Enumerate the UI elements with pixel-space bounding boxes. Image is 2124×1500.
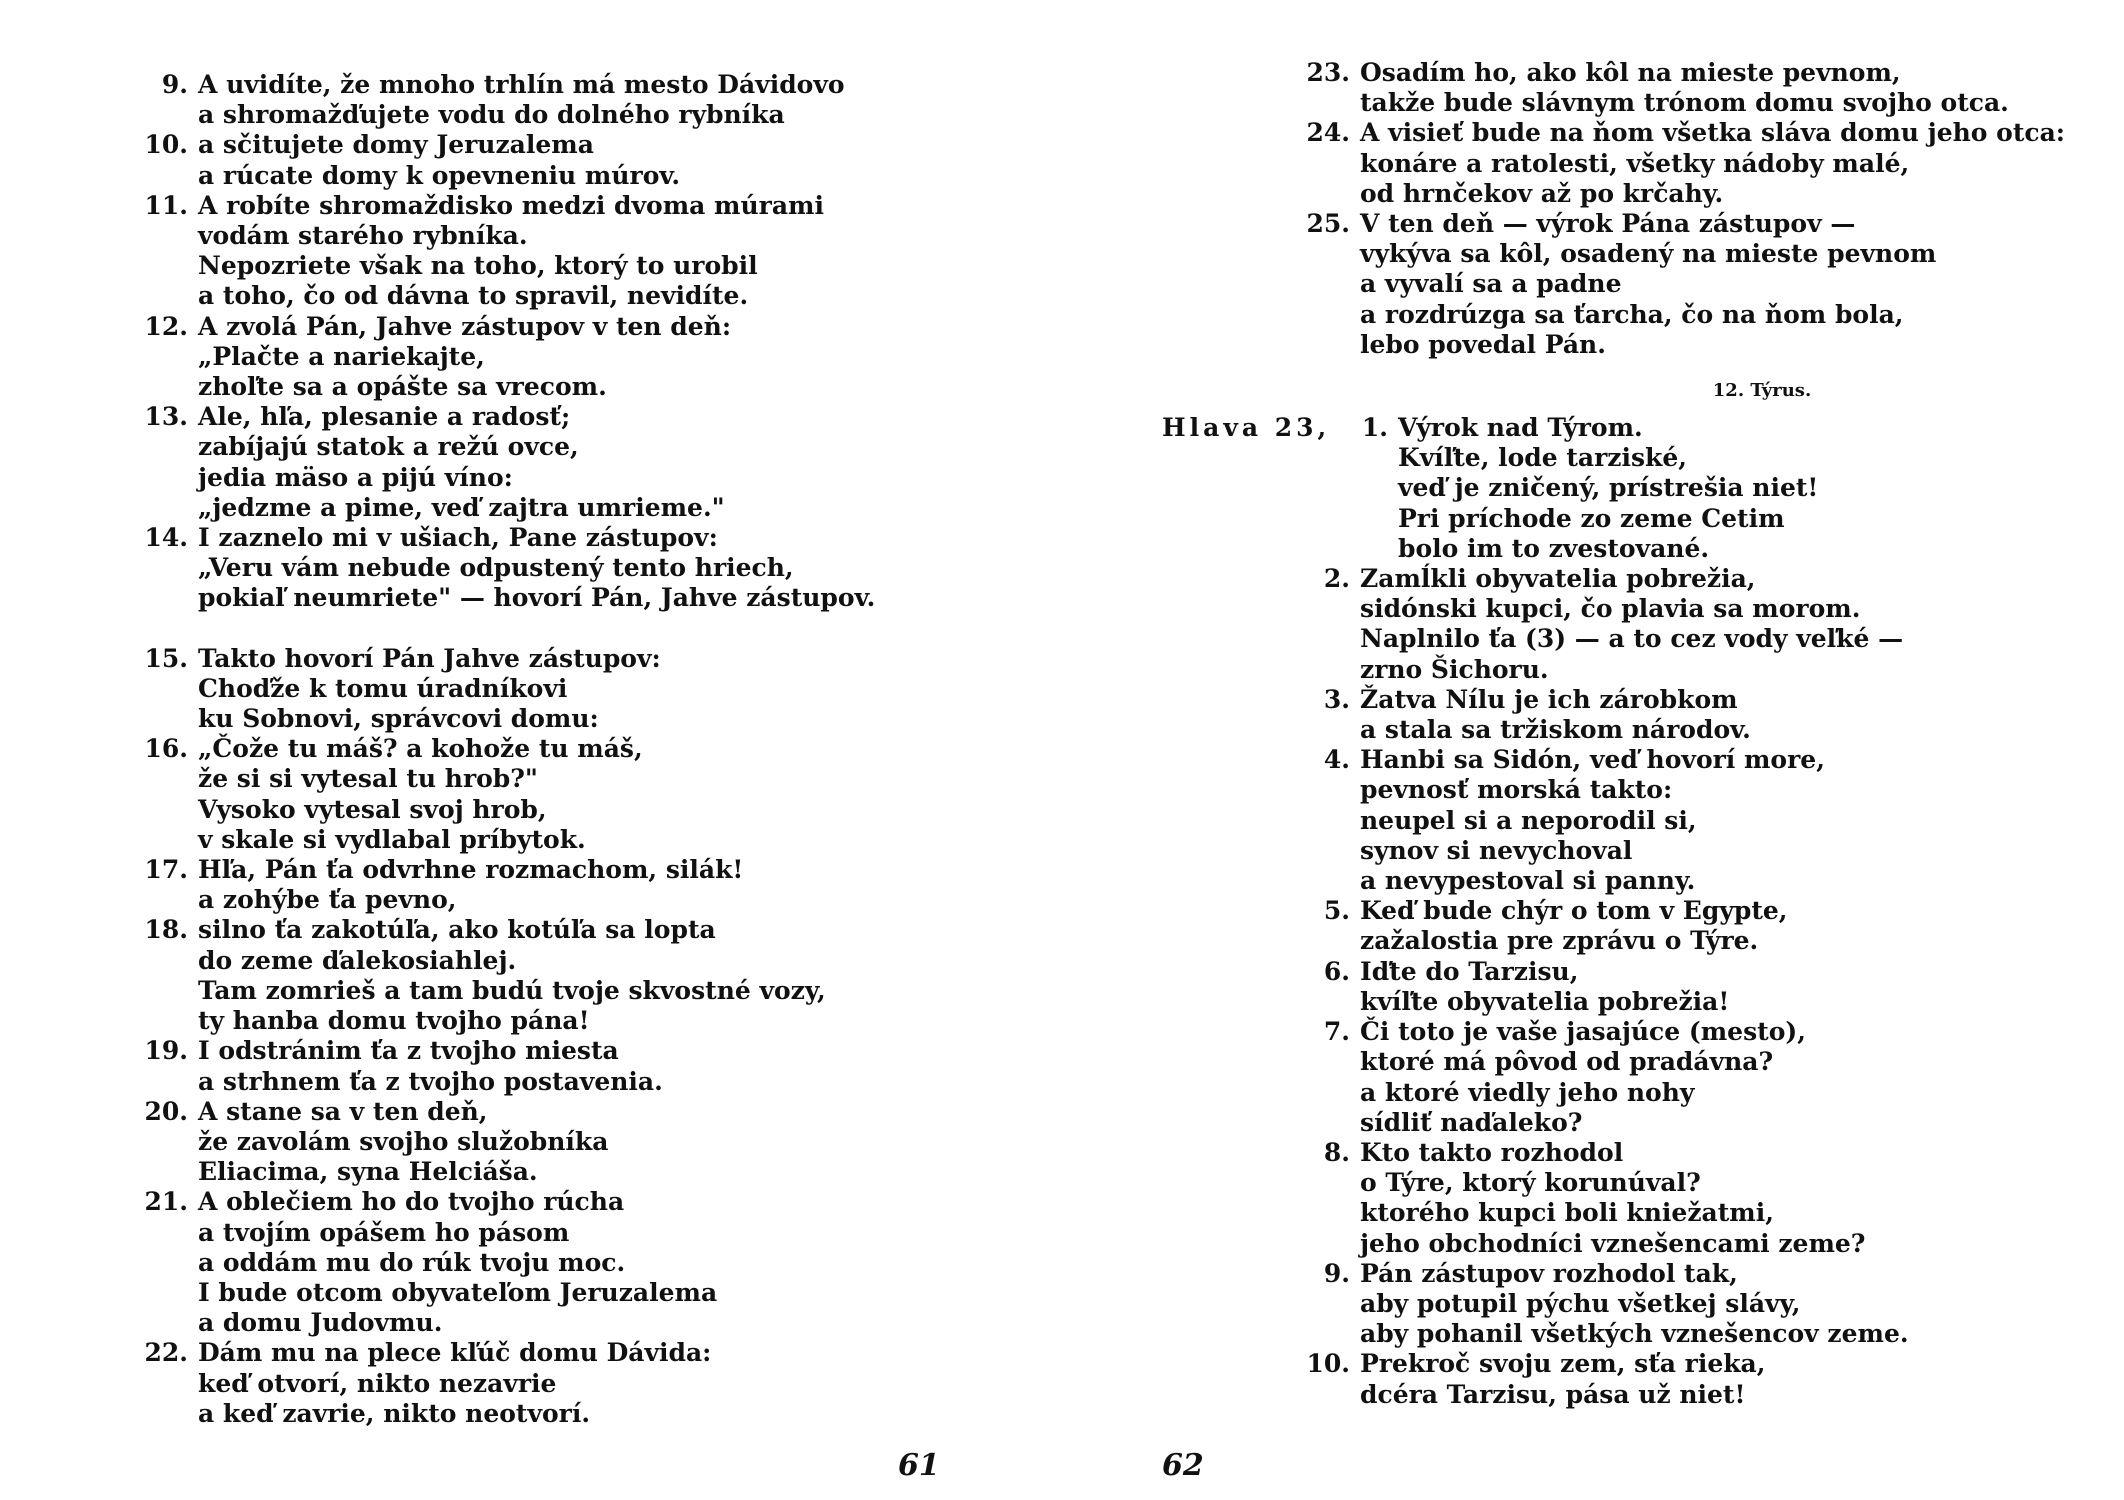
verse-line: zažalostia pre zprávu o Týre. [1360, 926, 1759, 956]
verse-number: 6. [1323, 956, 1350, 986]
verse-line: I zaznelo mi v ušiach, Pane zástupov: [198, 523, 718, 553]
right-verses-a [1302, 58, 2102, 360]
verse [140, 734, 1040, 855]
verse-line: a toho, čo od dávna to spravil, nevidíte. [198, 281, 749, 311]
verse-line: pevnosť morská takto: [1360, 775, 1673, 805]
verse-line: vodám starého rybníka. [198, 221, 528, 251]
verse-line: lebo povedal Pán. [1360, 329, 1606, 359]
verse-lines [198, 402, 1040, 523]
verse-line: a rúcate domy k opevneniu múrov. [198, 160, 681, 190]
verse-lines [1360, 564, 2102, 685]
verse [140, 915, 1040, 1036]
verse-line: v skale si vydlabal príbytok. [198, 824, 586, 854]
verse-line: kvíľte obyvatelia pobrežia! [1360, 986, 1730, 1016]
verse-line: že zavolám svojho služobníka [198, 1126, 609, 1156]
verse [1302, 896, 2102, 956]
verse-number: 12. [144, 311, 188, 341]
verse-number: 2. [1323, 564, 1350, 594]
verse-line: Zamĺkli obyvatelia pobrežia, [1360, 564, 1756, 594]
verse-line: a keď zavrie, nikto neotvorí. [198, 1398, 591, 1428]
chapter-label: Hlava 23, [1162, 413, 1331, 443]
verse-number: 22. [144, 1338, 188, 1368]
verse-line: a rozdrúzga sa ťarcha, čo na ňom bola, [1360, 299, 1904, 329]
verse-line: aby pohanil všetkých vznešencov zeme. [1360, 1319, 1909, 1349]
verse-line: ku Sobnovi, správcovi domu: [198, 704, 599, 734]
verse-number: 25. [1306, 209, 1350, 239]
verse-lines [198, 855, 1040, 915]
verse-line: Pán zástupov rozhodol tak, [1360, 1258, 1738, 1288]
verse-lines [1360, 1349, 2102, 1409]
verse-lines [198, 1097, 1040, 1188]
verse-number: 13. [144, 402, 188, 432]
page-number-left: 61 [898, 1448, 940, 1483]
verse [140, 312, 1040, 403]
verse-lines [1360, 1138, 2102, 1259]
verse-line: V ten deň — výrok Pána zástupov — [1360, 209, 1856, 239]
verse-line: I bude otcom obyvateľom Jeruzalema [198, 1277, 718, 1307]
verse-line: I odstránim ťa z tvojho miesta [198, 1036, 619, 1066]
verse-line: Keď bude chýr o tom v Egypte, [1360, 896, 1788, 926]
verse-line: a shromažďujete vodu do dolného rybníka [198, 100, 785, 130]
verse-line: že si si vytesal tu hrob?" [198, 764, 538, 794]
verse-line: Pri príchode zo zeme Cetim [1398, 503, 1785, 533]
verse [1302, 1259, 2102, 1350]
verse-line: Prekroč svoju zem, sťa rieka, [1360, 1349, 1766, 1379]
verse-number: 10. [144, 130, 188, 160]
verse-number: 3. [1323, 684, 1350, 714]
right-verses-b [1302, 564, 2102, 1410]
verse [1302, 745, 2102, 896]
verse-line: Ale, hľa, plesanie a radosť; [198, 402, 571, 432]
verse-line: Dám mu na plece kľúč domu Dávida: [198, 1338, 712, 1368]
verse-line: sidónski kupci, čo plavia sa morom. [1360, 594, 1861, 624]
verse-line: a stala sa tržiskom národov. [1360, 715, 1751, 745]
verse-lines [1360, 896, 2102, 956]
verse [140, 70, 1040, 130]
verse-lines [198, 1338, 1040, 1429]
verse-line: ktorého kupci boli kniežatmi, [1360, 1198, 1774, 1228]
verse-line: A visieť bude na ňom všetka sláva domu jeho otca: [1360, 118, 2066, 148]
verse [140, 644, 1040, 735]
verse-line: neupel si a neporodil si, [1360, 805, 1697, 835]
right-page [1062, 0, 2124, 1500]
chapter-first-verse [1350, 413, 2102, 564]
left-verses-a [140, 70, 1040, 614]
verse-line: dcéra Tarzisu, pása už niet! [1360, 1379, 1746, 1409]
verse-lines [198, 130, 1040, 190]
verse-line: do zeme ďalekosiahlej. [198, 945, 517, 975]
verse-line: zhoľte sa a opášte sa vrecom. [198, 372, 607, 402]
verse-lines [198, 734, 1040, 855]
section-heading: 12. Týrus. [1712, 380, 1812, 402]
verse [1350, 413, 2102, 564]
verse-line: jeho obchodníci vznešencami zeme? [1360, 1228, 1866, 1258]
verse [140, 191, 1040, 312]
verse-line: Či toto je vaše jasajúce (mesto), [1360, 1017, 1806, 1047]
verse [1302, 957, 2102, 1017]
verse-number: 14. [144, 523, 188, 553]
verse-line: Choďže k tomu úradníkovi [198, 673, 568, 703]
verse-line: a sčitujete domy Jeruzalema [198, 130, 594, 160]
verse-line: „Plačte a nariekajte, [198, 341, 485, 371]
verse-line: Vysoko vytesal svoj hrob, [198, 794, 547, 824]
verse-lines [1360, 745, 2102, 896]
verse-lines [1360, 58, 2102, 118]
verse-line: bolo im to zvestované. [1398, 533, 1710, 563]
verse-line: Naplnilo ťa (3) — a to cez vody veľké — [1360, 624, 1904, 654]
verse-lines [1360, 1259, 2102, 1350]
verse [140, 1338, 1040, 1429]
verse [1302, 564, 2102, 685]
verse-line: a vyvalí sa a padne [1360, 269, 1622, 299]
verse-number: 1. [1361, 413, 1388, 443]
verse-line: a tvojím opášem ho pásom [198, 1217, 570, 1247]
verse-lines [198, 915, 1040, 1036]
verse-line: Eliacima, syna Helciáša. [198, 1157, 538, 1187]
verse [140, 855, 1040, 915]
verse-line: a nevypestoval si panny. [1360, 866, 1696, 896]
verse-line: jedia mäso a pijú víno: [198, 462, 513, 492]
verse-line: Takto hovorí Pán Jahve zástupov: [198, 643, 661, 673]
verse [1302, 1138, 2102, 1259]
verse [140, 1097, 1040, 1188]
page-number-right: 62 [1162, 1448, 1204, 1483]
verse [1302, 58, 2102, 118]
verse-line: silno ťa zakotúľa, ako kotúľa sa lopta [198, 915, 716, 945]
verse-line: A oblečiem ho do tvojho rúcha [198, 1187, 625, 1217]
verse-line: „jedzme a pime, veď zajtra umrieme." [198, 492, 725, 522]
verse-number: 18. [144, 915, 188, 945]
verse-lines [1360, 957, 2102, 1017]
verse-line: Hľa, Pán ťa odvrhne rozmachom, silák! [198, 855, 744, 885]
verse-number: 10. [1306, 1349, 1350, 1379]
verse-line: Kvíľte, lode tarziské, [1398, 443, 1687, 473]
verse [140, 1036, 1040, 1096]
verse [140, 130, 1040, 190]
verse-line: Hanbi sa Sidón, veď hovorí more, [1360, 745, 1825, 775]
right-verse-list [1162, 58, 2102, 1410]
left-verses-b [140, 644, 1040, 1429]
verse-line: a ktoré viedly jeho nohy [1360, 1077, 1695, 1107]
verse-number: 4. [1323, 745, 1350, 775]
verse-line: a oddám mu do rúk tvoju moc. [198, 1247, 626, 1277]
verse-line: Výrok nad Týrom. [1398, 413, 1643, 443]
verse [1302, 118, 2102, 209]
verse-number: 20. [144, 1096, 188, 1126]
verse-line: konáre a ratolesti, všetky nádoby malé, [1360, 148, 1910, 178]
verse-line: A robíte shromaždisko medzi dvoma múrami [198, 190, 825, 220]
verse-number: 11. [144, 190, 188, 220]
verse-line: Osadím ho, ako kôl na mieste pevnom, [1360, 58, 1901, 87]
verse-lines [198, 191, 1040, 312]
verse-line: „Čože tu máš? a kohože tu máš, [198, 734, 643, 764]
verse-line: takže bude slávnym trónom domu svojho otca. [1360, 88, 2009, 118]
verse-line: veď je zničený, prístrešia niet! [1398, 473, 1819, 503]
verse-number: 8. [1323, 1137, 1350, 1167]
verse [1302, 209, 2102, 360]
verse-number: 9. [161, 70, 188, 99]
verse-lines [1360, 209, 2102, 360]
verse-number: 16. [144, 734, 188, 764]
verse-line: ktoré má pôvod od pradávna? [1360, 1047, 1774, 1077]
verse-line: A zvolá Pán, Jahve zástupov v ten deň: [198, 311, 732, 341]
verse-line: synov si nevychoval [1360, 835, 1633, 865]
verse-lines [1360, 1017, 2102, 1138]
verse-line: keď otvorí, nikto nezavrie [198, 1368, 557, 1398]
verse-lines [198, 1036, 1040, 1096]
verse-lines [1398, 413, 2102, 564]
verse-number: 9. [1323, 1258, 1350, 1288]
verse-lines [198, 1187, 1040, 1338]
verse [1302, 1349, 2102, 1409]
verse-number: 24. [1306, 118, 1350, 148]
verse-lines [1360, 685, 2102, 745]
stanza-gap [140, 614, 1040, 644]
verse-line: Iďte do Tarzisu, [1360, 956, 1579, 986]
verse-line: A stane sa v ten deň, [198, 1096, 488, 1126]
verse-line: ty hanba domu tvojho pána! [198, 1006, 590, 1036]
verse-number: 19. [144, 1036, 188, 1066]
verse-line: aby potupil pýchu všetkej slávy, [1360, 1288, 1801, 1318]
verse-lines [1360, 118, 2102, 209]
verse-line: Tam zomrieš a tam budú tvoje skvostné vozy, [198, 975, 826, 1005]
verse-lines [198, 644, 1040, 735]
verse-lines [198, 312, 1040, 403]
verse-line: a zohýbe ťa pevno, [198, 885, 457, 915]
verse-lines [198, 70, 1040, 130]
verse-line: o Týre, ktorý korunúval? [1360, 1168, 1701, 1198]
verse-number: 15. [144, 643, 188, 673]
verse-number: 17. [144, 855, 188, 885]
verse-number: 21. [144, 1187, 188, 1217]
left-verse-list [140, 70, 1040, 1429]
verse [140, 402, 1040, 523]
verse-line: zrno Šichoru. [1360, 654, 1549, 684]
verse-line: „Veru vám nebude odpustený tento hriech, [198, 553, 794, 583]
verse-line: Žatva Nílu je ich zárobkom [1360, 684, 1738, 714]
verse [1302, 685, 2102, 745]
verse-line: a strhnem ťa z tvojho postavenia. [198, 1066, 663, 1096]
verse-number: 5. [1323, 896, 1350, 926]
verse [1302, 1017, 2102, 1138]
verse-line: od hrnčekov až po krčahy. [1360, 178, 1724, 208]
verse-number: 7. [1323, 1017, 1350, 1047]
verse-line: Kto takto rozhodol [1360, 1137, 1624, 1167]
verse-line: zabíjajú statok a režú ovce, [198, 432, 579, 462]
verse-line: vykýva sa kôl, osadený na mieste pevnom [1360, 239, 1937, 269]
verse-lines [198, 523, 1040, 614]
verse [140, 523, 1040, 614]
verse-line: a domu Judovmu. [198, 1308, 443, 1338]
chapter-row [1162, 413, 2102, 564]
verse-line: A uvidíte, že mnoho trhlín má mesto Dávidovo [198, 70, 845, 99]
verse-number: 23. [1306, 58, 1350, 87]
verse-line: sídliť naďaleko? [1360, 1107, 1583, 1137]
verse-line: Nepozriete však na toho, ktorý to urobil [198, 251, 758, 281]
verse [140, 1187, 1040, 1338]
verse-line: pokiaľ neumriete" — hovorí Pán, Jahve zástupov. [198, 583, 876, 613]
